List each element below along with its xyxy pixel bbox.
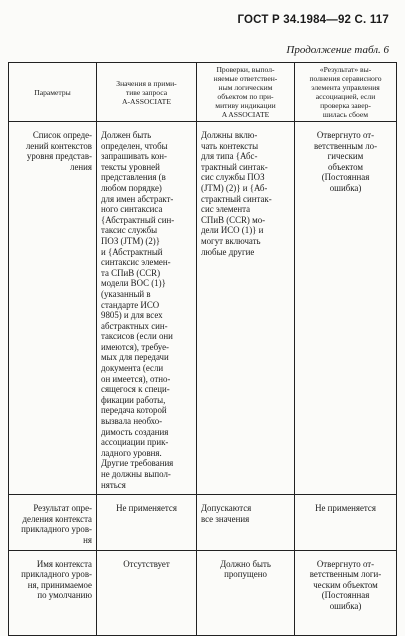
cell-parameter: Список опреде- лений контекстов уровня представ- ления [9, 122, 97, 495]
cell-check: Должно быть пропущено [197, 550, 295, 635]
column-header-request-values: Значения в прими- тиве запроса A-ASSOCIATE [97, 63, 197, 122]
cell-result: Не применяется [295, 495, 397, 550]
table-row [9, 122, 397, 495]
table-continuation-label: Продолжение табл. 6 [286, 44, 389, 56]
column-header-parameters: Параметры [9, 63, 97, 122]
document-code-header: ГОСТ Р 34.1984—92 С. 117 [237, 14, 389, 26]
cell-parameter: Результат опре- деления контекста прикладного уров- ня [9, 495, 97, 550]
column-header-checks: Проверки, выпол- няемые ответствен- ным логическим объектом по при- митиву индикации A ASSOCIATE [197, 63, 295, 122]
cell-request-value: Отсутствует [97, 550, 197, 635]
table-row [9, 550, 397, 635]
cell-request-value: Не применяется [97, 495, 197, 550]
cell-parameter: Имя контекста прикладного уров- ня, принимаемое по умолчанию [9, 550, 97, 635]
cell-result: Отвергнуто от- ветственным ло- гическим объектом (Постоянная ошибка) [295, 122, 397, 495]
parameters-table [8, 62, 397, 636]
column-header-result: «Результат» вы- полнения серaвисного элемента управления ассоциацией, если проверка завер- шилась сбоем [295, 63, 397, 122]
cell-check: Должны вклю- чать контексты для типа {Абс- трактный синтак- сис службы ПОЗ (JTM) (2)} и {Аб- страктный синтак- сис элемента СПиВ (CCR) мо- дели ИСО (1)} и могут включать любые другие [197, 122, 295, 495]
cell-result: Отвергнуто от- ветственным логи- ческим объектом (Постоянная ошибка) [295, 550, 397, 635]
table-row [9, 495, 397, 550]
cell-request-value: Должен быть определен, чтобы запрашивать кон- тексты уровней представления (в любом порядке) для имен абстракт- ного синтаксиса {Абстрактный син- таксис службы ПОЗ (JTM) (2)} и {Абстрактный синтаксис элемен- та СПиВ (CCR) модели ВОС (1)} (указанный в стандарте ИСО 9805) и для всех абстрактных син- таксисов (если они имеются), требуе- мых для передачи документа (если он имеется), отно- сящегося к специ- фикации работы, передача которой вызвала необхо- димость создания ассоциации прик- ладного уровня. Другие требования не должны выпол- няться [97, 122, 197, 495]
table-header-row [9, 63, 397, 122]
cell-check: Допускаются все значения [197, 495, 295, 550]
